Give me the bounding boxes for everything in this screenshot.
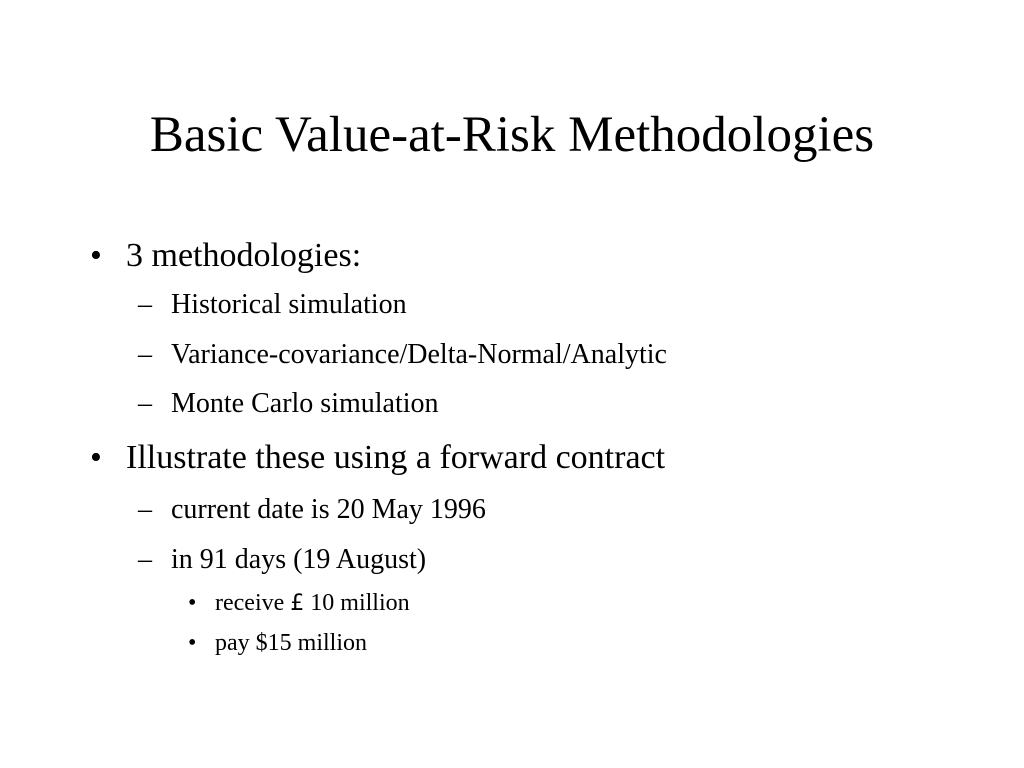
bullet-text: Illustrate these using a forward contract [126, 439, 666, 476]
dash-marker: – [138, 339, 152, 370]
sub-bullet-text: in 91 days (19 August) [171, 544, 427, 575]
sub-sub-bullet-text [215, 589, 410, 618]
sub-bullet-text: Variance-covariance/Delta-Normal/Analytic [171, 339, 667, 370]
amount-text: 10 million [304, 590, 410, 616]
pound-symbol: £ [290, 591, 305, 616]
sub-sub-bullet-text: pay $15 million [215, 630, 367, 656]
sub-bullet-text: Monte Carlo simulation [171, 388, 439, 419]
bullet-marker: • [188, 630, 197, 656]
bullet-marker: • [188, 590, 197, 616]
bullet-marker: • [90, 439, 102, 476]
dash-marker: – [138, 544, 152, 575]
sub-bullet-text: current date is 20 May 1996 [171, 494, 486, 525]
slide-title: Basic Value-at-Risk Methodologies [149, 107, 875, 163]
sub-bullet-text: Historical simulation [171, 289, 407, 320]
bullet-marker: • [90, 237, 102, 274]
dash-marker: – [138, 388, 152, 419]
receive-text: receive [215, 590, 291, 616]
dash-marker: – [138, 494, 152, 525]
bullet-text: 3 methodologies: [126, 237, 362, 274]
dash-marker: – [138, 289, 152, 320]
